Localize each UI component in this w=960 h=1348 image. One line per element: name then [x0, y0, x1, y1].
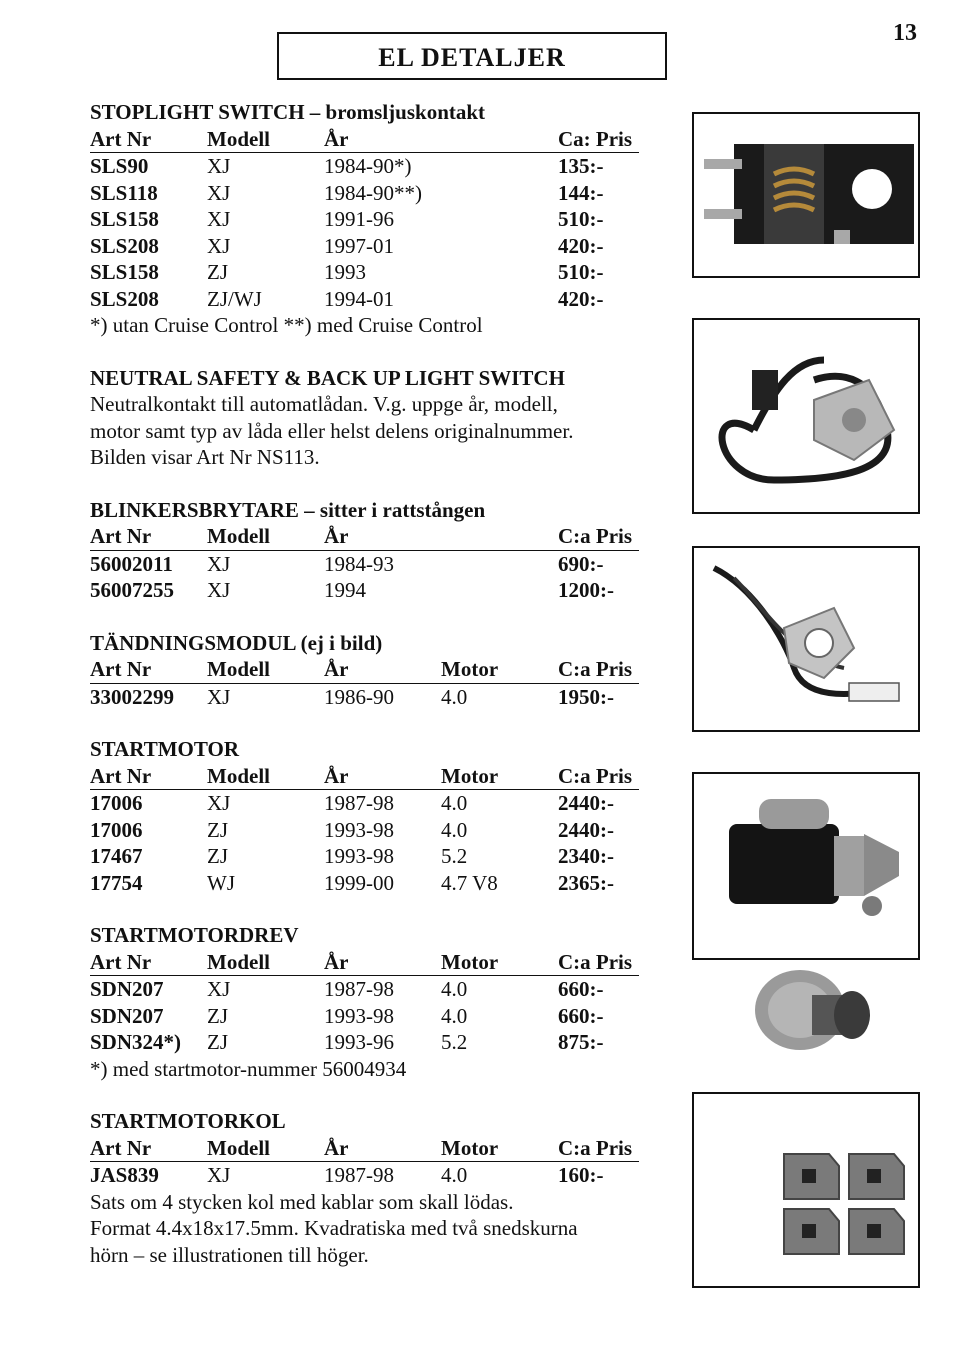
price-list: [90, 99, 650, 1268]
motor: 4.0: [441, 684, 468, 709]
description-line: Bilden visar Art Nr NS113.: [90, 445, 320, 469]
art-nr: 17006: [90, 817, 143, 842]
col-model: Modell: [207, 763, 270, 788]
table-row: [90, 180, 650, 207]
year: 1986-90: [324, 684, 394, 709]
stoplight-switch-image: [692, 112, 920, 278]
price: 510:-: [558, 207, 604, 231]
motor: 4.0: [441, 1163, 468, 1187]
model: XJ: [207, 180, 231, 205]
footnote: *) utan Cruise Control **) med Cruise Control: [90, 313, 483, 337]
art-nr: 17006: [90, 791, 143, 815]
col-art: Art Nr: [90, 524, 152, 548]
col-price: C:a Pris: [558, 657, 633, 681]
description-line: motor samt typ av låda eller helst delens originalnummer.: [90, 418, 574, 443]
art-nr: 56007255: [90, 578, 174, 602]
starter-brushes-photo: [694, 1094, 918, 1286]
page-title: EL DETALJER: [277, 32, 667, 80]
turn-signal-switch-photo: [694, 548, 918, 730]
price: 2440:-: [558, 791, 614, 815]
model: XJ: [207, 551, 231, 576]
model: ZJ: [207, 1003, 228, 1028]
motor: 4.7 V8: [441, 870, 498, 895]
year: 1984-90**): [324, 180, 422, 205]
model: XJ: [207, 578, 231, 602]
year: 1987-98: [324, 791, 394, 815]
table-row: [90, 153, 650, 180]
footnote: *) med startmotor-nummer 56004934: [90, 1056, 407, 1081]
motor: 4.0: [441, 1003, 468, 1028]
motor: 5.2: [441, 1030, 468, 1054]
year: 1994-01: [324, 286, 394, 311]
price: 160:-: [558, 1163, 604, 1187]
price: 660:-: [558, 977, 604, 1001]
column-header-row: [90, 126, 639, 154]
col-art: Art Nr: [90, 763, 152, 788]
model: XJ: [207, 233, 231, 258]
ignition-module-section: [90, 630, 650, 711]
art-nr: SLS158: [90, 260, 159, 284]
model: ZJ: [207, 844, 228, 868]
col-motor: Motor: [441, 763, 499, 788]
col-price: C:a Pris: [558, 763, 633, 788]
col-price: C:a Pris: [558, 524, 633, 548]
description-line: hörn – se illustrationen till höger.: [90, 1242, 369, 1267]
section-heading: TÄNDNINGSMODUL (ej i bild): [90, 630, 383, 655]
col-motor: Motor: [441, 949, 499, 974]
art-nr: JAS839: [90, 1163, 159, 1187]
year: 1993-98: [324, 844, 394, 868]
model: WJ: [207, 870, 235, 895]
description-line: Format 4.4x18x17.5mm. Kvadratiska med två snedskurna: [90, 1216, 578, 1240]
page-number: 13: [893, 20, 917, 46]
turn-signal-switch-image: [692, 546, 920, 732]
art-nr: SLS90: [90, 154, 149, 178]
section-heading: NEUTRAL SAFETY & BACK UP LIGHT SWITCH: [90, 365, 565, 390]
starter-motor-section: [90, 736, 650, 896]
blinker-section: [90, 497, 650, 604]
section-heading: STARTMOTOR: [90, 737, 240, 761]
table-row: [90, 233, 650, 260]
column-header-row: [90, 523, 639, 551]
price: 144:-: [558, 180, 604, 205]
table-row: [90, 1003, 650, 1030]
model: XJ: [207, 154, 231, 178]
art-nr: 17754: [90, 870, 143, 895]
section-heading: STARTMOTORKOL: [90, 1109, 286, 1133]
motor: 4.0: [441, 791, 468, 815]
motor: 4.0: [441, 977, 468, 1001]
col-year: År: [324, 1135, 349, 1160]
stoplight-section: [90, 99, 650, 339]
table-row: [90, 817, 650, 844]
price: 510:-: [558, 260, 604, 284]
description-line: Sats om 4 stycken kol med kablar som skall lödas.: [90, 1189, 514, 1214]
year: 1993-96: [324, 1030, 394, 1054]
price: 875:-: [558, 1030, 604, 1054]
neutral-switch-image: [692, 318, 920, 514]
starter-brushes-image: [692, 1092, 920, 1288]
col-year: År: [324, 657, 349, 681]
art-nr: SLS208: [90, 233, 159, 258]
col-art: Art Nr: [90, 949, 152, 974]
year: 1993: [324, 260, 366, 284]
neutral-section: [90, 365, 650, 471]
table-row: [90, 1029, 650, 1056]
year: 1993-98: [324, 1003, 394, 1028]
table-row: [90, 790, 650, 817]
model: XJ: [207, 684, 231, 709]
column-header-row: [90, 763, 639, 791]
art-nr: 17467: [90, 844, 143, 868]
col-year: År: [324, 763, 349, 788]
table-row: [90, 259, 650, 286]
starter-drive-section: [90, 922, 650, 1082]
model: XJ: [207, 207, 231, 231]
col-motor: Motor: [441, 657, 499, 681]
price: 135:-: [558, 154, 604, 178]
art-nr: SLS158: [90, 207, 159, 231]
model: ZJ/WJ: [207, 286, 262, 311]
year: 1994: [324, 578, 366, 602]
year: 1993-98: [324, 817, 394, 842]
model: ZJ: [207, 1030, 228, 1054]
table-row: [90, 843, 650, 870]
art-nr: SLS208: [90, 286, 159, 311]
col-art: Art Nr: [90, 1135, 152, 1160]
table-row: [90, 577, 650, 604]
year: 1991-96: [324, 207, 394, 231]
art-nr: SDN207: [90, 1003, 164, 1028]
col-art: Art Nr: [90, 126, 152, 151]
year: 1984-90*): [324, 154, 412, 178]
table-row: [90, 1162, 650, 1189]
art-nr: SLS118: [90, 180, 158, 205]
year: 1997-01: [324, 233, 394, 258]
year: 1999-00: [324, 870, 394, 895]
starter-drive-image: [692, 920, 920, 1080]
model: ZJ: [207, 260, 228, 284]
model: ZJ: [207, 817, 228, 842]
table-row: [90, 684, 650, 711]
starter-drive-photo: [692, 920, 920, 1080]
table-row: [90, 870, 650, 897]
year: 1987-98: [324, 977, 394, 1001]
col-model: Modell: [207, 1135, 270, 1160]
model: XJ: [207, 1163, 231, 1187]
col-year: År: [324, 524, 349, 548]
description-line: Neutralkontakt till automatlådan. V.g. uppge år, modell,: [90, 392, 558, 416]
model: XJ: [207, 977, 231, 1001]
section-heading: STOPLIGHT SWITCH – bromsljuskontakt: [90, 100, 486, 124]
price: 2340:-: [558, 844, 614, 868]
column-header-row: [90, 656, 639, 684]
col-price: C:a Pris: [558, 949, 633, 974]
motor: 5.2: [441, 844, 468, 868]
price: 690:-: [558, 551, 604, 576]
col-price: C:a Pris: [558, 1135, 633, 1160]
table-row: [90, 551, 650, 578]
price: 420:-: [558, 233, 604, 258]
art-nr: SDN207: [90, 977, 164, 1001]
section-heading: BLINKERSBRYTARE – sitter i rattstången: [90, 497, 486, 522]
col-year: År: [324, 126, 349, 151]
col-motor: Motor: [441, 1135, 499, 1160]
col-model: Modell: [207, 657, 270, 681]
price: 420:-: [558, 286, 604, 311]
motor: 4.0: [441, 817, 468, 842]
col-model: Modell: [207, 524, 270, 548]
price: 2365:-: [558, 870, 614, 895]
price: 1200:-: [558, 578, 614, 602]
table-row: [90, 286, 650, 313]
col-art: Art Nr: [90, 657, 152, 681]
model: XJ: [207, 791, 231, 815]
year: 1987-98: [324, 1163, 394, 1187]
col-model: Modell: [207, 949, 270, 974]
art-nr: 56002011: [90, 551, 173, 576]
neutral-switch-photo: [694, 320, 918, 512]
section-heading: STARTMOTORDREV: [90, 923, 299, 947]
table-row: [90, 976, 650, 1003]
year: 1984-93: [324, 551, 394, 576]
starter-brush-section: [90, 1108, 650, 1268]
table-row: [90, 206, 650, 233]
col-year: År: [324, 949, 349, 974]
art-nr: SDN324*): [90, 1030, 182, 1054]
price: 1950:-: [558, 684, 614, 709]
column-header-row: [90, 1135, 639, 1163]
art-nr: 33002299: [90, 684, 174, 709]
price: 660:-: [558, 1003, 604, 1028]
column-header-row: [90, 949, 639, 977]
col-model: Modell: [207, 126, 270, 151]
col-price: Ca: Pris: [558, 126, 633, 151]
stoplight-switch-photo: [694, 114, 918, 276]
price: 2440:-: [558, 817, 614, 842]
